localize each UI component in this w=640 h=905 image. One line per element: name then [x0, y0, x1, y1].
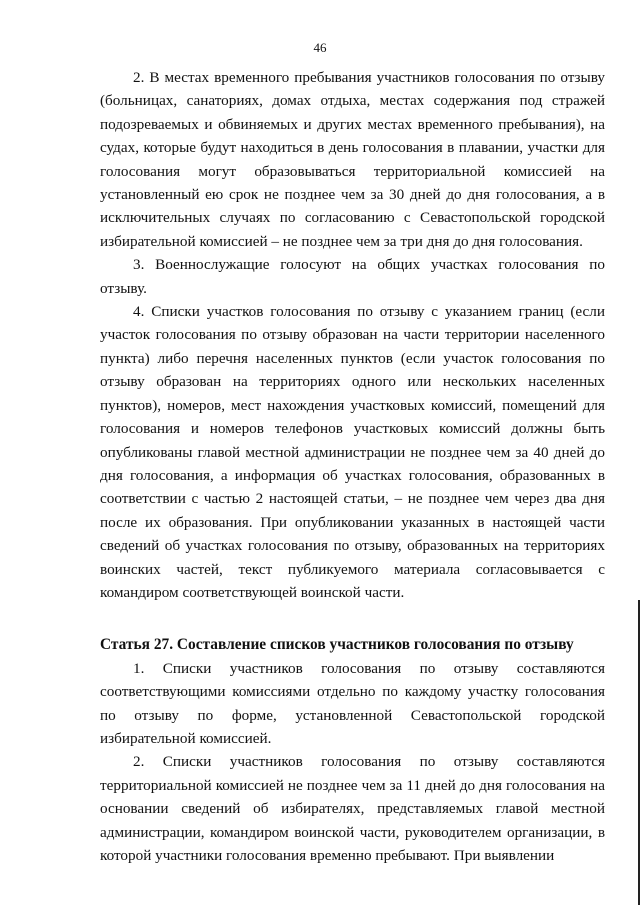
paragraph-article-27-part-1: 1. Списки участников голосования по отзыву составляются соответствующими комиссиями отдельно по каждому участку голосования по отзыву по форме, установленной Севастопольской городской избирательной комиссией. [100, 659, 605, 747]
paragraph-part-3: 3. Военнослужащие голосуют на общих участках голосования по отзыву. [100, 256, 605, 297]
paragraph-part-4: 4. Списки участков голосования по отзыву с указанием границ (если участок голосования по отзыву образован на части территории населенного пункта) либо перечня населенных пунктов (если участок голосования по отзыву образован на территориях одного или нескольких населенных пунктов), номеров, мест нахождения участковых комиссий, помещений для голосования и номеров телефонов участковых комиссий должны быть опубликованы главой местной администрации не позднее чем за 40 дней до дня голосования, а информация об участках голосования, образованных в соответствии с частью 2 настоящей статьи, – не позднее чем через два дня после их образования. При опубликовании указанных в настоящей части сведений об участках голосования по отзыву, образованных на территориях воинских частей, текст публикуемого материала согласовывается с командиром соответствующей воинской части. [100, 303, 605, 601]
document-body [100, 66, 605, 867]
page-number: 46 [313, 40, 327, 55]
article-heading: Статья 27. Составление списков участников голосования по отзыву [100, 636, 574, 654]
paragraph-article-27-part-2: 2. Списки участников голосования по отзыву составляются территориальной комиссией не позднее чем за 11 дней до дня голосования на основании сведений об избирателях, представляемых главой местной администрации, командиром воинской части, руководителем организации, в которой участники голосования временно пребывают. При выявлении [100, 753, 605, 864]
paragraph-part-2: 2. В местах временного пребывания участников голосования по отзыву (больницах, санаториях, домах отдыха, местах содержания под стражей подозреваемых и обвиняемых и других местах временного пребывания), на судах, которые будут находиться в день голосования в плавании, участки для голосования могут образовываться территориальной комиссией на установленный ею срок не позднее чем за 30 дней до дня голосования, а в исключительных случаях по согласованию с Севастопольской городской избирательной комиссией – не позднее чем за три дня до дня голосования. [100, 69, 605, 250]
